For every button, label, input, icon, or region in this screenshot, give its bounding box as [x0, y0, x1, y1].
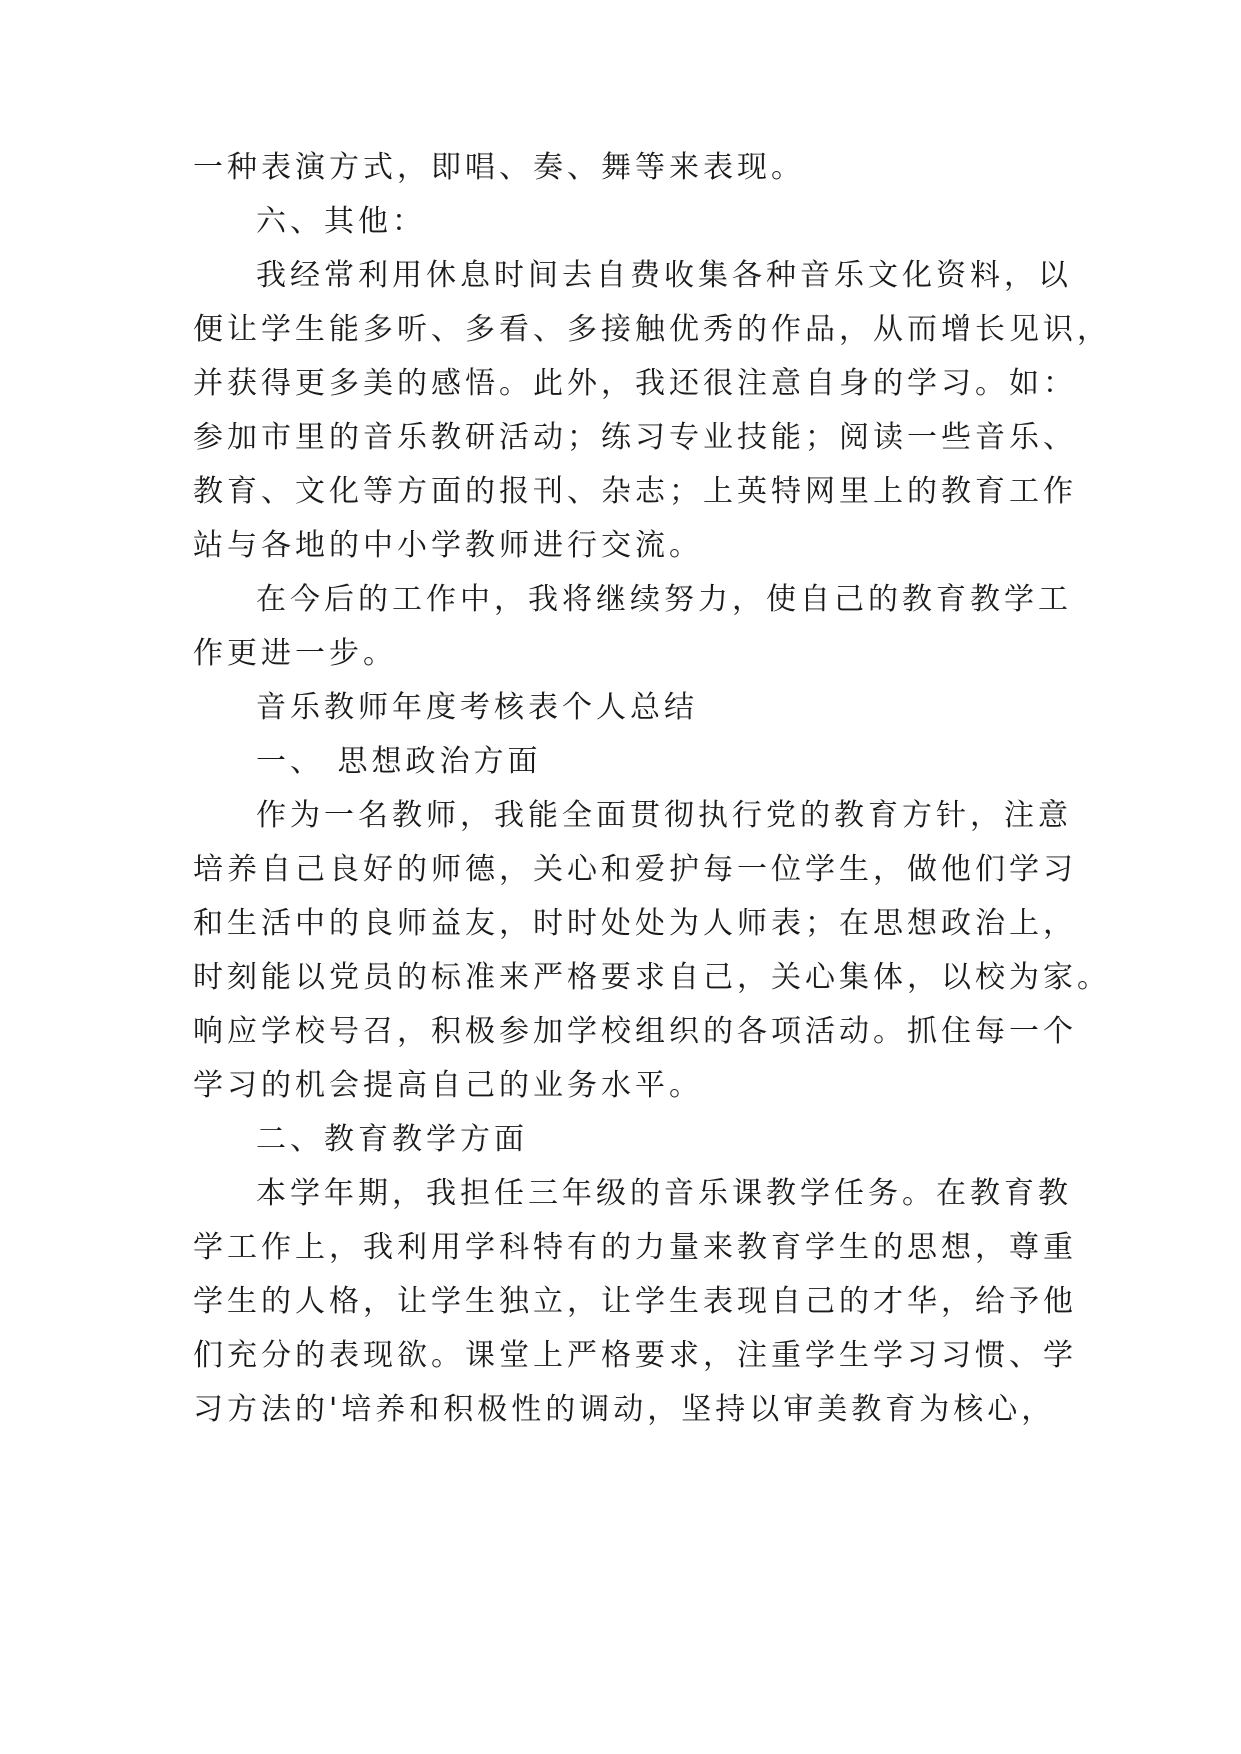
text-line: 学工作上，我利用学科特有的力量来教育学生的思想，尊重: [193, 1230, 1077, 1265]
text-line: 站与各地的中小学教师进行交流。: [193, 528, 703, 563]
section-heading: 一、 思想政治方面: [256, 744, 542, 779]
text-line: 并获得更多美的感悟。此外，我还很注意自身的学习。如：: [193, 366, 1077, 401]
text-line: 们充分的表现欲。课堂上严格要求，注重学生学习习惯、学: [193, 1338, 1077, 1373]
text-line: 我经常利用休息时间去自费收集各种音乐文化资料，以: [256, 258, 1072, 293]
text-line: 参加市里的音乐教研活动；练习专业技能；阅读一些音乐、: [193, 420, 1077, 455]
text-line: 和生活中的良师益友，时时处处为人师表；在思想政治上，: [193, 906, 1077, 941]
text-line: 学习的机会提高自己的业务水平。: [193, 1068, 703, 1103]
text-line: 便让学生能多听、多看、多接触优秀的作品，从而增长见识，: [193, 312, 1111, 347]
text-line: 在今后的工作中，我将继续努力，使自己的教育教学工: [256, 582, 1072, 617]
text-line: 作更进一步。: [193, 636, 397, 671]
document-title: 音乐教师年度考核表个人总结: [256, 690, 698, 725]
text-line: 培养自己良好的师德，关心和爱护每一位学生，做他们学习: [193, 852, 1077, 887]
text-line: 响应学校号召，积极参加学校组织的各项活动。抓住每一个: [193, 1014, 1077, 1049]
text-line: 习方法的'培养和积极性的调动，坚持以审美教育为核心，: [193, 1392, 1056, 1427]
text-line: 一种表演方式，即唱、奏、舞等来表现。: [193, 150, 805, 185]
text-line: 教育、文化等方面的报刊、杂志；上英特网里上的教育工作: [193, 474, 1077, 509]
text-line: 作为一名教师，我能全面贯彻执行党的教育方针，注意: [256, 798, 1072, 833]
section-heading: 六、其他：: [256, 204, 426, 239]
section-heading: 二、教育教学方面: [256, 1122, 528, 1157]
text-line: 本学年期，我担任三年级的音乐课教学任务。在教育教: [256, 1176, 1072, 1211]
text-line: 学生的人格，让学生独立，让学生表现自己的才华，给予他: [193, 1284, 1077, 1319]
text-line: 时刻能以党员的标准来严格要求自己，关心集体，以校为家。: [193, 960, 1111, 995]
